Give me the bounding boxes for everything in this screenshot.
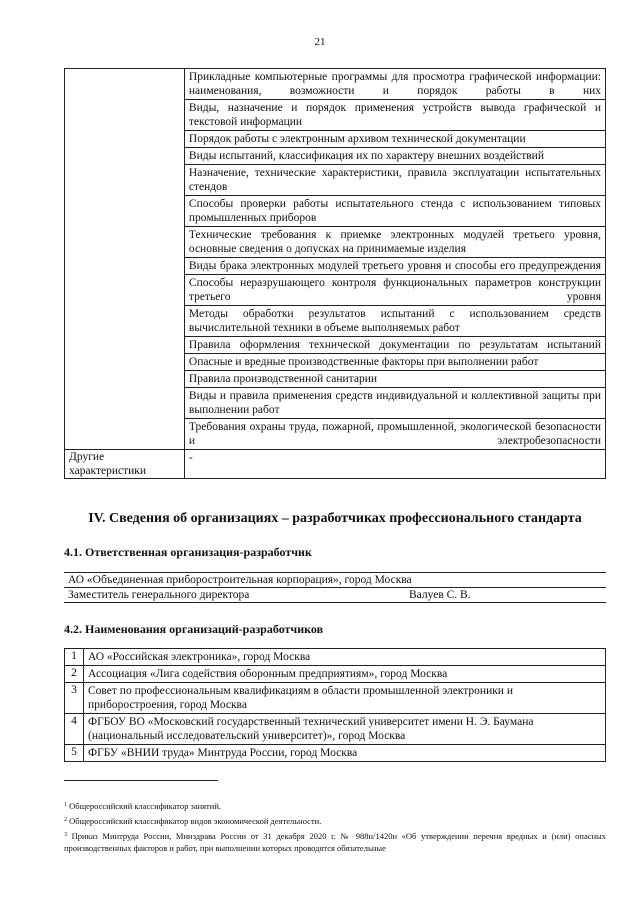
developer-name: ФГБУ «ВНИИ труда» Минтруда России, город Москва	[84, 745, 606, 762]
knowledge-item: Способы неразрушающего контроля функциональных параметров конструкции третьего уровня	[184, 275, 605, 306]
signatory-position: Заместитель генерального директора	[68, 589, 250, 601]
table-row	[65, 450, 606, 479]
knowledge-item: Способы проверки работы испытательного стенда с использованием типовых промышленных приборов	[184, 196, 605, 227]
knowledge-item: Технические требования к приемке электронных модулей третьего уровня, основные сведения о допусках на принимаемые изделия	[184, 227, 605, 258]
knowledge-item: Правила оформления технической документации по результатам испытаний	[184, 337, 605, 354]
table-row	[64, 573, 606, 588]
responsible-org-table	[64, 572, 606, 603]
developer-number: 3	[65, 683, 84, 714]
footnote-mark: 2	[64, 817, 67, 823]
table-cell-empty	[65, 69, 185, 450]
footnote	[64, 814, 606, 827]
other-characteristics-value: -	[184, 450, 605, 479]
footnote	[64, 799, 606, 812]
other-characteristics-label: Другие характеристики	[65, 450, 185, 479]
developer-number: 4	[65, 714, 84, 745]
footnote-mark: 1	[64, 802, 67, 808]
knowledge-item: Виды, назначение и порядок применения устройств вывода графической и текстовой информации	[184, 100, 605, 131]
section-heading: IV. Сведения об организациях – разработчиках профессионального стандарта	[88, 511, 582, 526]
footnote-text: Приказ Минтруда России, Минздрава России от 31 декабря 2020 г. № 988н/1420н «Об утверждении перечня вредных и (или) опасных производственных факторов и работ, при выполнении которых проводятся обязательные	[64, 831, 606, 853]
responsible-signatory	[64, 588, 606, 603]
developer-number: 5	[65, 745, 84, 762]
responsible-org-name: АО «Объединенная приборостроительная корпорация», город Москва	[64, 573, 606, 588]
footnote-mark: 3	[64, 832, 67, 838]
developers-table	[64, 648, 606, 762]
subsection-responsible-heading: 4.1. Ответственная организация-разработчик	[64, 545, 312, 559]
developer-name: Совет по профессиональным квалификациям в области промышленной электроники и приборостроения, город Москва	[84, 683, 606, 714]
developer-name: АО «Российская электроника», город Москва	[84, 649, 606, 666]
table-row	[65, 649, 606, 666]
table-row	[64, 588, 606, 603]
knowledge-item: Виды и правила применения средств индивидуальной и коллективной защиты при выполнении работ	[184, 388, 605, 419]
table-row	[65, 666, 606, 683]
knowledge-item: Виды брака электронных модулей третьего уровня и способы его предупреждения	[184, 258, 605, 275]
footnote-divider	[64, 780, 218, 781]
footnote-text: Общероссийский классификатор занятий.	[69, 801, 221, 811]
table-row	[65, 683, 606, 714]
subsection-developers-heading: 4.2. Наименования организаций-разработчиков	[64, 622, 324, 636]
knowledge-item: Правила производственной санитарии	[184, 371, 605, 388]
table-row	[65, 745, 606, 762]
table-row	[65, 714, 606, 745]
footnote-text: Общероссийский классификатор видов экономической деятельности.	[69, 816, 322, 826]
requirements-table	[64, 68, 606, 479]
signatory-name: Валуев С. В.	[409, 589, 471, 601]
developer-name: ФГБОУ ВО «Московский государственный технический университет имени Н. Э. Баумана (национальный исследовательский университет)», город Москва	[84, 714, 606, 745]
developer-name: Ассоциация «Лига содействия оборонным предприятиям», город Москва	[84, 666, 606, 683]
table-row	[65, 69, 606, 100]
footnotes	[64, 799, 606, 856]
knowledge-item: Назначение, технические характеристики, правила эксплуатации испытательных стендов	[184, 165, 605, 196]
footnote	[64, 829, 606, 854]
knowledge-item: Опасные и вредные производственные факторы при выполнении работ	[184, 354, 605, 371]
knowledge-item: Прикладные компьютерные программы для просмотра графической информации: наименования, возможности и порядок работы в них	[184, 69, 605, 100]
page-number: 21	[314, 36, 326, 48]
knowledge-item: Требования охраны труда, пожарной, промышленной, экологической безопасности и электробезопасности	[184, 419, 605, 450]
knowledge-item: Виды испытаний, классификация их по характеру внешних воздействий	[184, 148, 605, 165]
developer-number: 2	[65, 666, 84, 683]
knowledge-item: Методы обработки результатов испытаний с использованием средств вычислительной техники в объеме выполняемых работ	[184, 306, 605, 337]
knowledge-item: Порядок работы с электронным архивом технической документации	[184, 131, 605, 148]
developer-number: 1	[65, 649, 84, 666]
